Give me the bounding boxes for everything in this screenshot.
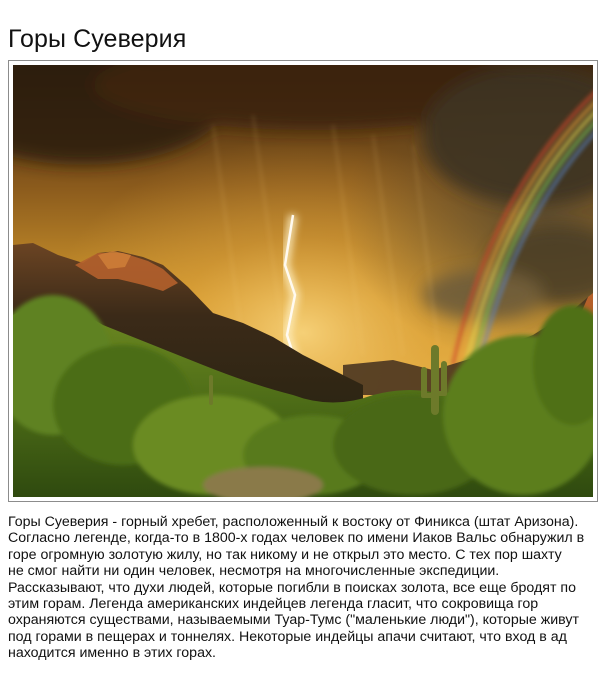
description-text	[8, 514, 600, 662]
description-line: Рассказывают, что духи людей, которые погибли в поисках золота, все еще бродят по	[8, 579, 576, 596]
landscape-photo-frame	[8, 60, 598, 502]
description-line: под горами в пещерах и тоннелях. Некоторые индейцы апачи считают, что вход в ад	[8, 628, 567, 645]
description-line: горе огромную золотую жилу, но так никому и не открыл это место. С тех пор шахту	[8, 546, 562, 563]
page-title: Горы Суеверия	[8, 25, 187, 53]
description-line: Горы Суеверия - горный хребет, расположенный к востоку от Финикса (штат Аризона).	[8, 514, 579, 530]
description-line: не смог найти ни один человек, несмотря на многочисленные экспедиции.	[8, 563, 500, 580]
description-line: охраняются существами, называемыми Туар-Тумс ("маленькие люди"), которые живут	[8, 612, 579, 629]
description-line: Согласно легенде, когда-то в 1800-х годах человек по имени Иаков Вальс обнаружил в	[8, 530, 585, 547]
description-line: находится именно в этих горах.	[8, 645, 217, 662]
landscape-photo	[13, 65, 593, 497]
description-line: этим горам. Легенда американских индейцев легенда гласит, что сокровища гор	[8, 596, 539, 613]
